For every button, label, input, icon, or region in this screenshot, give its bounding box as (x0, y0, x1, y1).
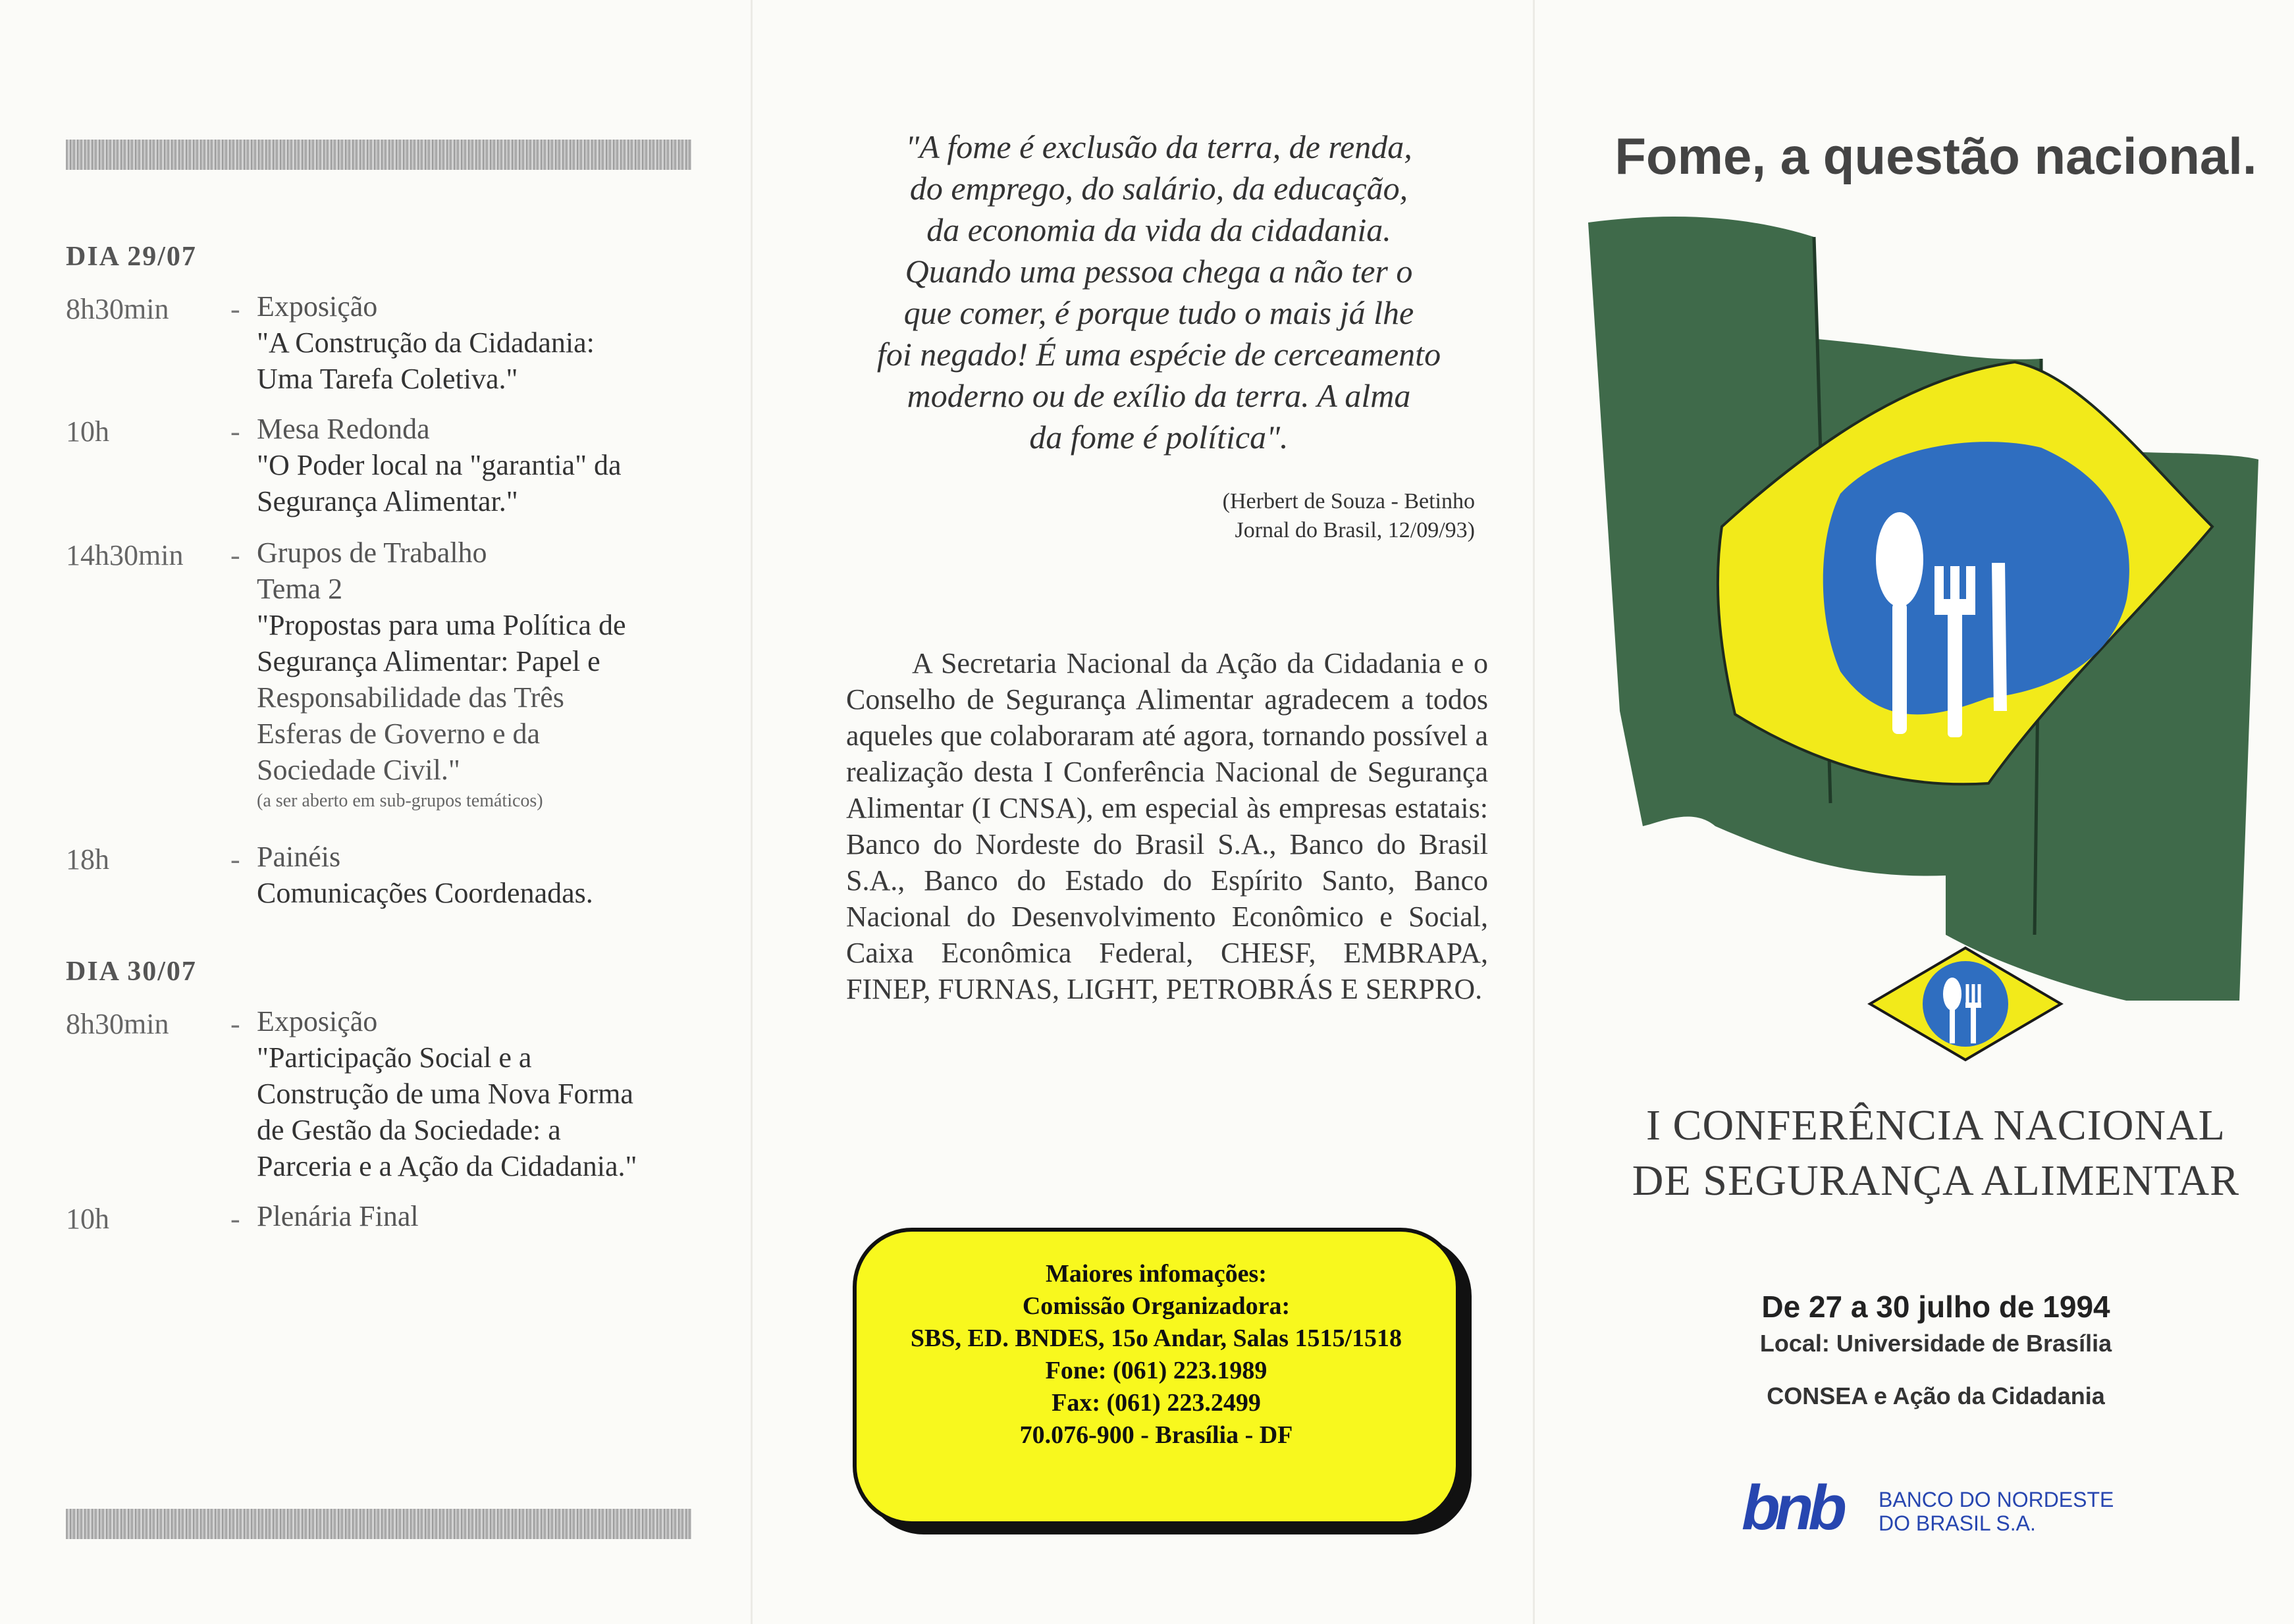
acknowledgement-text: A Secretaria Nacional da Ação da Cidadania e o Conselho de Segurança Alimentar agradecem a todos aqueles que colaboraram até agora, tornando possível a realização desta I Conferência Nacional de Segurança Alimentar (I CNSA), em especial às empresas estatais: Banco do Nordeste do Brasil S.A., Banco do Brasil S.A., Banco do Estado do Espírito Santo, Banco Nacional do Desenvolvimento Econômico e Social, Caixa Econômica Federal, CHESF, EMBRAPA, FINEP, FURNAS, LIGHT, PETROBRÁS E SERPRO. (846, 647, 1488, 1005)
quote-line: do emprego, do salário, da educação, (909, 170, 1408, 207)
dash: - (230, 1203, 240, 1235)
citation-source: Jornal do Brasil, 12/09/93) (1235, 518, 1475, 542)
schedule-item (257, 839, 718, 911)
item-type: Painéis (257, 841, 341, 873)
cover-headline: Fome, a questão nacional. (1614, 127, 2257, 185)
time-label: 8h30min (66, 293, 169, 325)
item-line: "O Poder local na "garantia" da (257, 449, 622, 481)
item-line: Segurança Alimentar: Papel e (257, 645, 600, 677)
schedule-item (257, 1198, 718, 1234)
info-line: Maiores infomações: (1046, 1260, 1267, 1288)
item-line: Sociedade Civil." (257, 754, 460, 786)
quote-line: da fome é política". (1029, 419, 1289, 456)
info-line: SBS, ED. BNDES, 15o Andar, Salas 1515/1518 (910, 1324, 1402, 1352)
bank-name-line2: DO BRASIL S.A. (1879, 1511, 2036, 1535)
item-line: Construção de uma Nova Forma (257, 1078, 633, 1110)
quote-line: "A fome é exclusão da terra, de renda, (905, 128, 1412, 165)
time-label: 10h (66, 1203, 109, 1235)
svg-text:bnb: bnb (1742, 1478, 1842, 1537)
dash: - (230, 415, 240, 448)
item-line: Tema 2 (257, 573, 343, 605)
info-line: Fax: (061) 223.2499 (1052, 1389, 1261, 1417)
time-label: 18h (66, 843, 109, 876)
event-organizers: CONSEA e Ação da Cidadania (1767, 1382, 2105, 1409)
item-line: Uma Tarefa Coletiva." (257, 363, 518, 395)
time-label: 14h30min (66, 539, 184, 571)
day-label: DIA 30/07 (66, 956, 197, 987)
schedule-item (257, 1003, 718, 1184)
item-type: Plenária Final (257, 1200, 419, 1232)
quote-line: da economia da vida da cidadania. (926, 211, 1391, 248)
item-line: Segurança Alimentar." (257, 485, 518, 517)
event-location: Local: Universidade de Brasília (1759, 1330, 2112, 1357)
day-label: DIA 29/07 (66, 242, 197, 272)
item-line: "A Construção da Cidadania: (257, 327, 595, 359)
bank-name (1879, 1488, 2114, 1535)
event-dates: De 27 a 30 julho de 1994 (1761, 1290, 2110, 1324)
info-line: Fone: (061) 223.1989 (1045, 1357, 1267, 1384)
conference-name (1580, 1098, 2291, 1209)
schedule-item (257, 411, 718, 519)
dash: - (230, 843, 240, 876)
item-line: Comunicações Coordenadas. (257, 877, 593, 909)
item-line: "Participação Social e a (257, 1041, 532, 1074)
bottom-gray-bar (66, 1509, 691, 1539)
schedule-item (257, 535, 718, 814)
item-line: de Gestão da Sociedade: a (257, 1114, 561, 1146)
time-label: 10h (66, 415, 109, 448)
dash: - (230, 293, 240, 325)
item-line: Parceria e a Ação da Cidadania." (257, 1150, 637, 1182)
item-type: Exposição (257, 1005, 378, 1037)
quote-line: foi negado! É uma espécie de cerceamento (876, 336, 1441, 373)
item-type: Grupos de Trabalho (257, 537, 487, 569)
dash: - (230, 539, 240, 571)
fold-line-right (1533, 0, 1535, 1624)
dash: - (230, 1008, 240, 1040)
quote-line: Quando uma pessoa chega a não ter o (905, 253, 1413, 290)
quote-line: moderno ou de exílio da terra. A alma (907, 377, 1411, 414)
top-gray-bar (66, 140, 691, 170)
contact-info-box (853, 1228, 1460, 1525)
quote-citation (988, 487, 1475, 545)
schedule-item (257, 288, 718, 397)
conference-name-line2: DE SEGURANÇA ALIMENTAR (1632, 1157, 2240, 1205)
bnb-logo (1742, 1478, 1873, 1537)
small-diamond-logo (1867, 945, 2064, 1063)
item-type: Exposição (257, 290, 378, 323)
flag-illustration (1580, 211, 2291, 1001)
info-line: 70.076-900 - Brasília - DF (1019, 1421, 1293, 1449)
item-type: Mesa Redonda (257, 413, 430, 445)
info-line: Comissão Organizadora: (1022, 1292, 1291, 1320)
time-label: 8h30min (66, 1008, 169, 1040)
bank-name-line1: BANCO DO NORDESTE (1879, 1488, 2114, 1511)
item-line: "Propostas para uma Política de (257, 609, 626, 641)
fold-line-left (751, 0, 753, 1624)
item-line: Responsabilidade das Três (257, 681, 564, 714)
quote-line: que comer, é porque tudo o mais já lhe (903, 294, 1414, 331)
citation-author: (Herbert de Souza - Betinho (1222, 489, 1475, 513)
quote-block (836, 126, 1481, 458)
item-subnote: (a ser aberto em sub-grupos temáticos) (257, 791, 543, 811)
item-line: Esferas de Governo e da (257, 718, 541, 750)
conference-name-line1: I CONFERÊNCIA NACIONAL (1646, 1101, 2226, 1149)
